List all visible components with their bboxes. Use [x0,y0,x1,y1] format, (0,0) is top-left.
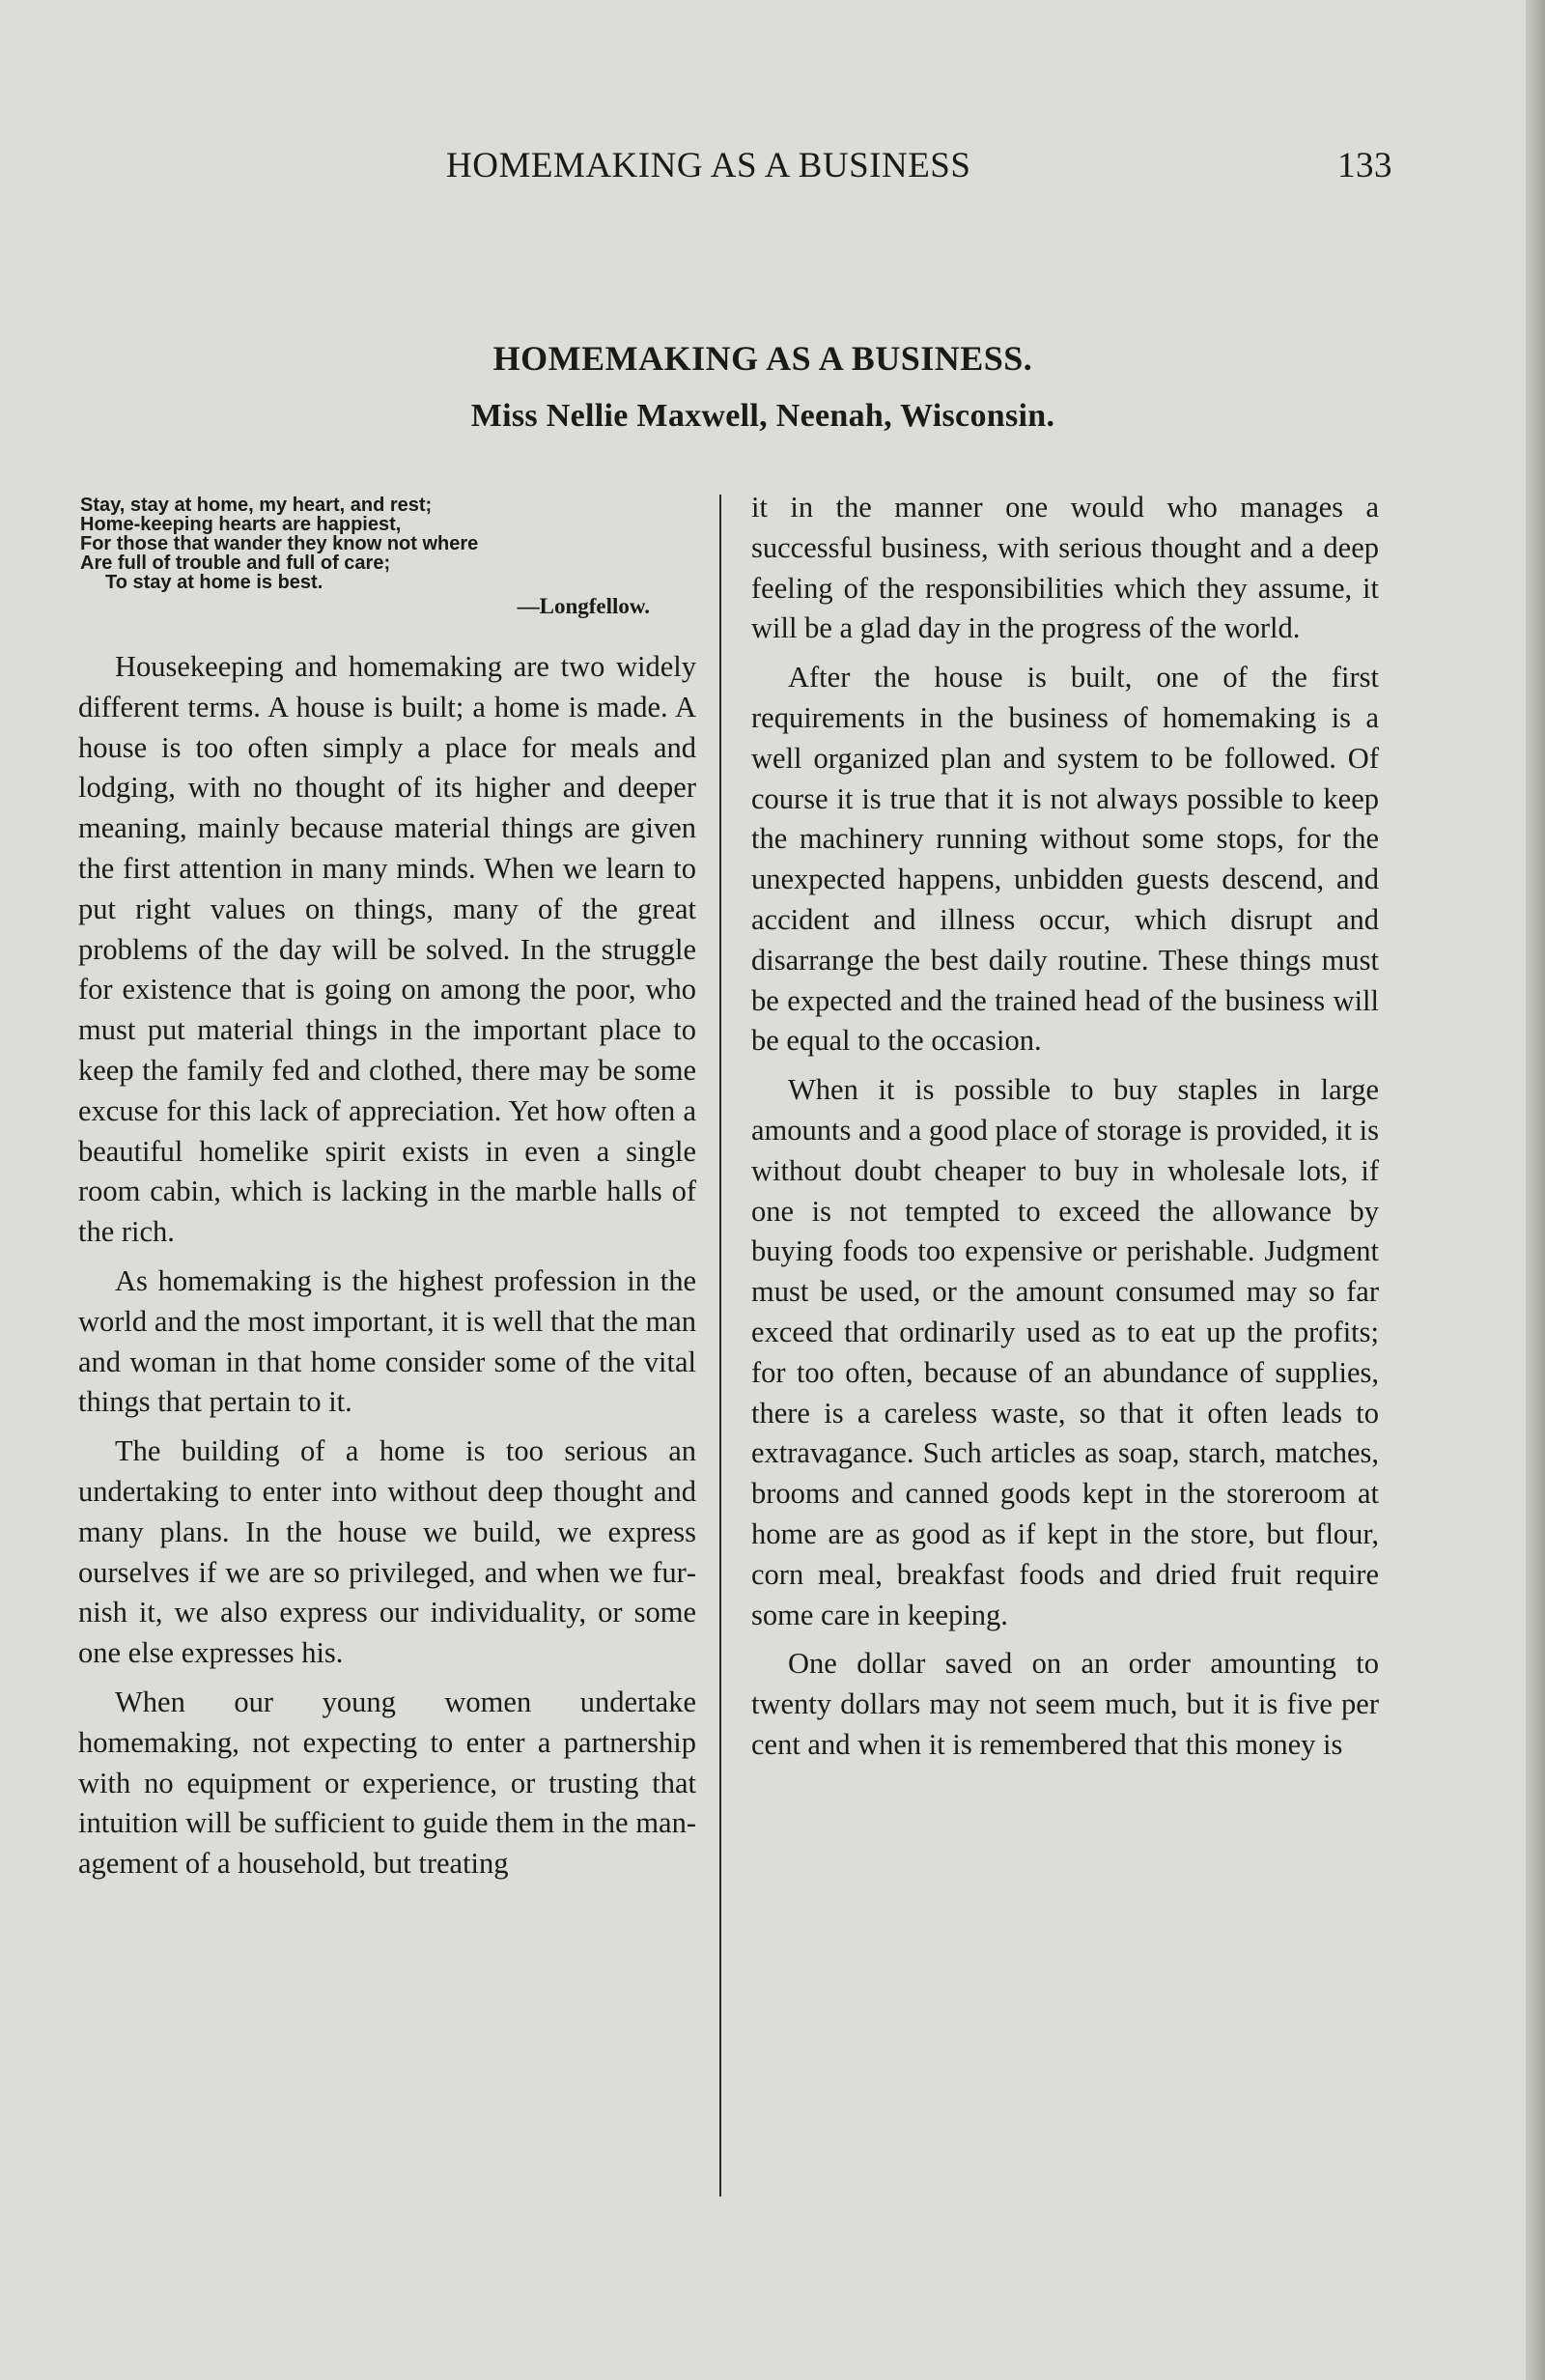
page-number: 133 [1337,146,1392,185]
epigraph-line: Stay, stay at home, my heart, and rest; [80,495,433,516]
epigraph-line: To stay at home is best. [105,572,323,593]
epigraph-line: For those that wander they know not where [80,533,479,554]
paragraph: The building of a home is too serious an undertaking to enter into without deep thought and many plans. In the house we build, we express ourselves if we are so privileged, and when we furnish it, we also express our individuality, or some one else expresses his. [78,1434,696,1670]
right-column [751,488,1379,1766]
page-edge [1526,0,1545,2380]
epigraph-attribution: —Longfellow. [517,594,650,618]
running-header [446,145,1392,203]
column-divider [719,495,721,2196]
article-byline: Miss Nellie Maxwell, Neenah, Wisconsin. [470,398,1055,434]
paragraph: One dollar saved on an order amounting to twenty dollars may not seem much, but it is five per cent and when it is remembered that this money is [751,1647,1379,1761]
epigraph [80,496,696,619]
paragraph: When it is possible to buy staples in large amounts and a good place of storage is provided, it is without doubt cheaper to buy in wholesale lots, if one is not tempted to exceed the allowance by buying foods too expensive or perishable. Judgment must be used, or the amount consumed may so far exceed that ordinarily used as to eat up the profits; for too often, because of an abundance of supplies, there is a careless waste, so that it often leads to extravagance. Such articles as soap, starch, matches, brooms and canned goods kept in the storeroom at home are as good as if kept in the store, but flour, corn meal, breakfast foods and dried fruit require some care in keeping. [751,1073,1379,1631]
running-title: HOMEMAKING AS A BUSINESS [446,146,971,185]
paragraph: As homemaking is the highest profession in the world and the most important, it is well that the man and woman in that home consider some of the vital things that pertain to it. [78,1263,696,1419]
epigraph-line: Home-keeping hearts are happiest, [80,514,402,535]
paragraph: When our young women undertake homemaking, not expecting to enter a partnership with no equipment or experience, or trusting that intuition will be sufficient to guide them in the management of a household, but treating [78,1685,696,1881]
article-title: HOMEMAKING AS A BUSINESS. [492,339,1033,378]
paragraph: Housekeeping and homemaking are two widely different terms. A house is built; a home is made. A house is too often simply a place for meals and lodging, with no thought of its higher and deeper meaning, mainly because material things are given the first attention in many minds. When we learn to put right values on things, many of the great problems of the day will be solved. In the struggle for existence that is going on among the poor, who must put material things in the important place to keep the family fed and clothed, there may be some excuse for this lack of appreciation. Yet how often a beautiful homelike spirit exists in even a single room cabin, which is lacking in the marble halls of the rich. [78,650,696,1249]
epigraph-line: Are full of trouble and full of care; [80,552,391,574]
left-column [78,488,696,1884]
paragraph: it in the manner one would who manages a successful business, with serious thought and a deep feeling of the responsibilities which they assume, it will be a glad day in the progress of the world. [751,491,1379,645]
paragraph: After the house is built, one of the first requirements in the business of homemaking is a well organized plan and system to be followed. Of course it is true that it is not always possible to keep the machinery running without some stops, for the unexpected happens, unbidden guests descend, and accident and illness occur, which disrupt and disarrange the best daily routine. These things must be expected and the trained head of the business will be equal to the occasion. [751,661,1379,1058]
